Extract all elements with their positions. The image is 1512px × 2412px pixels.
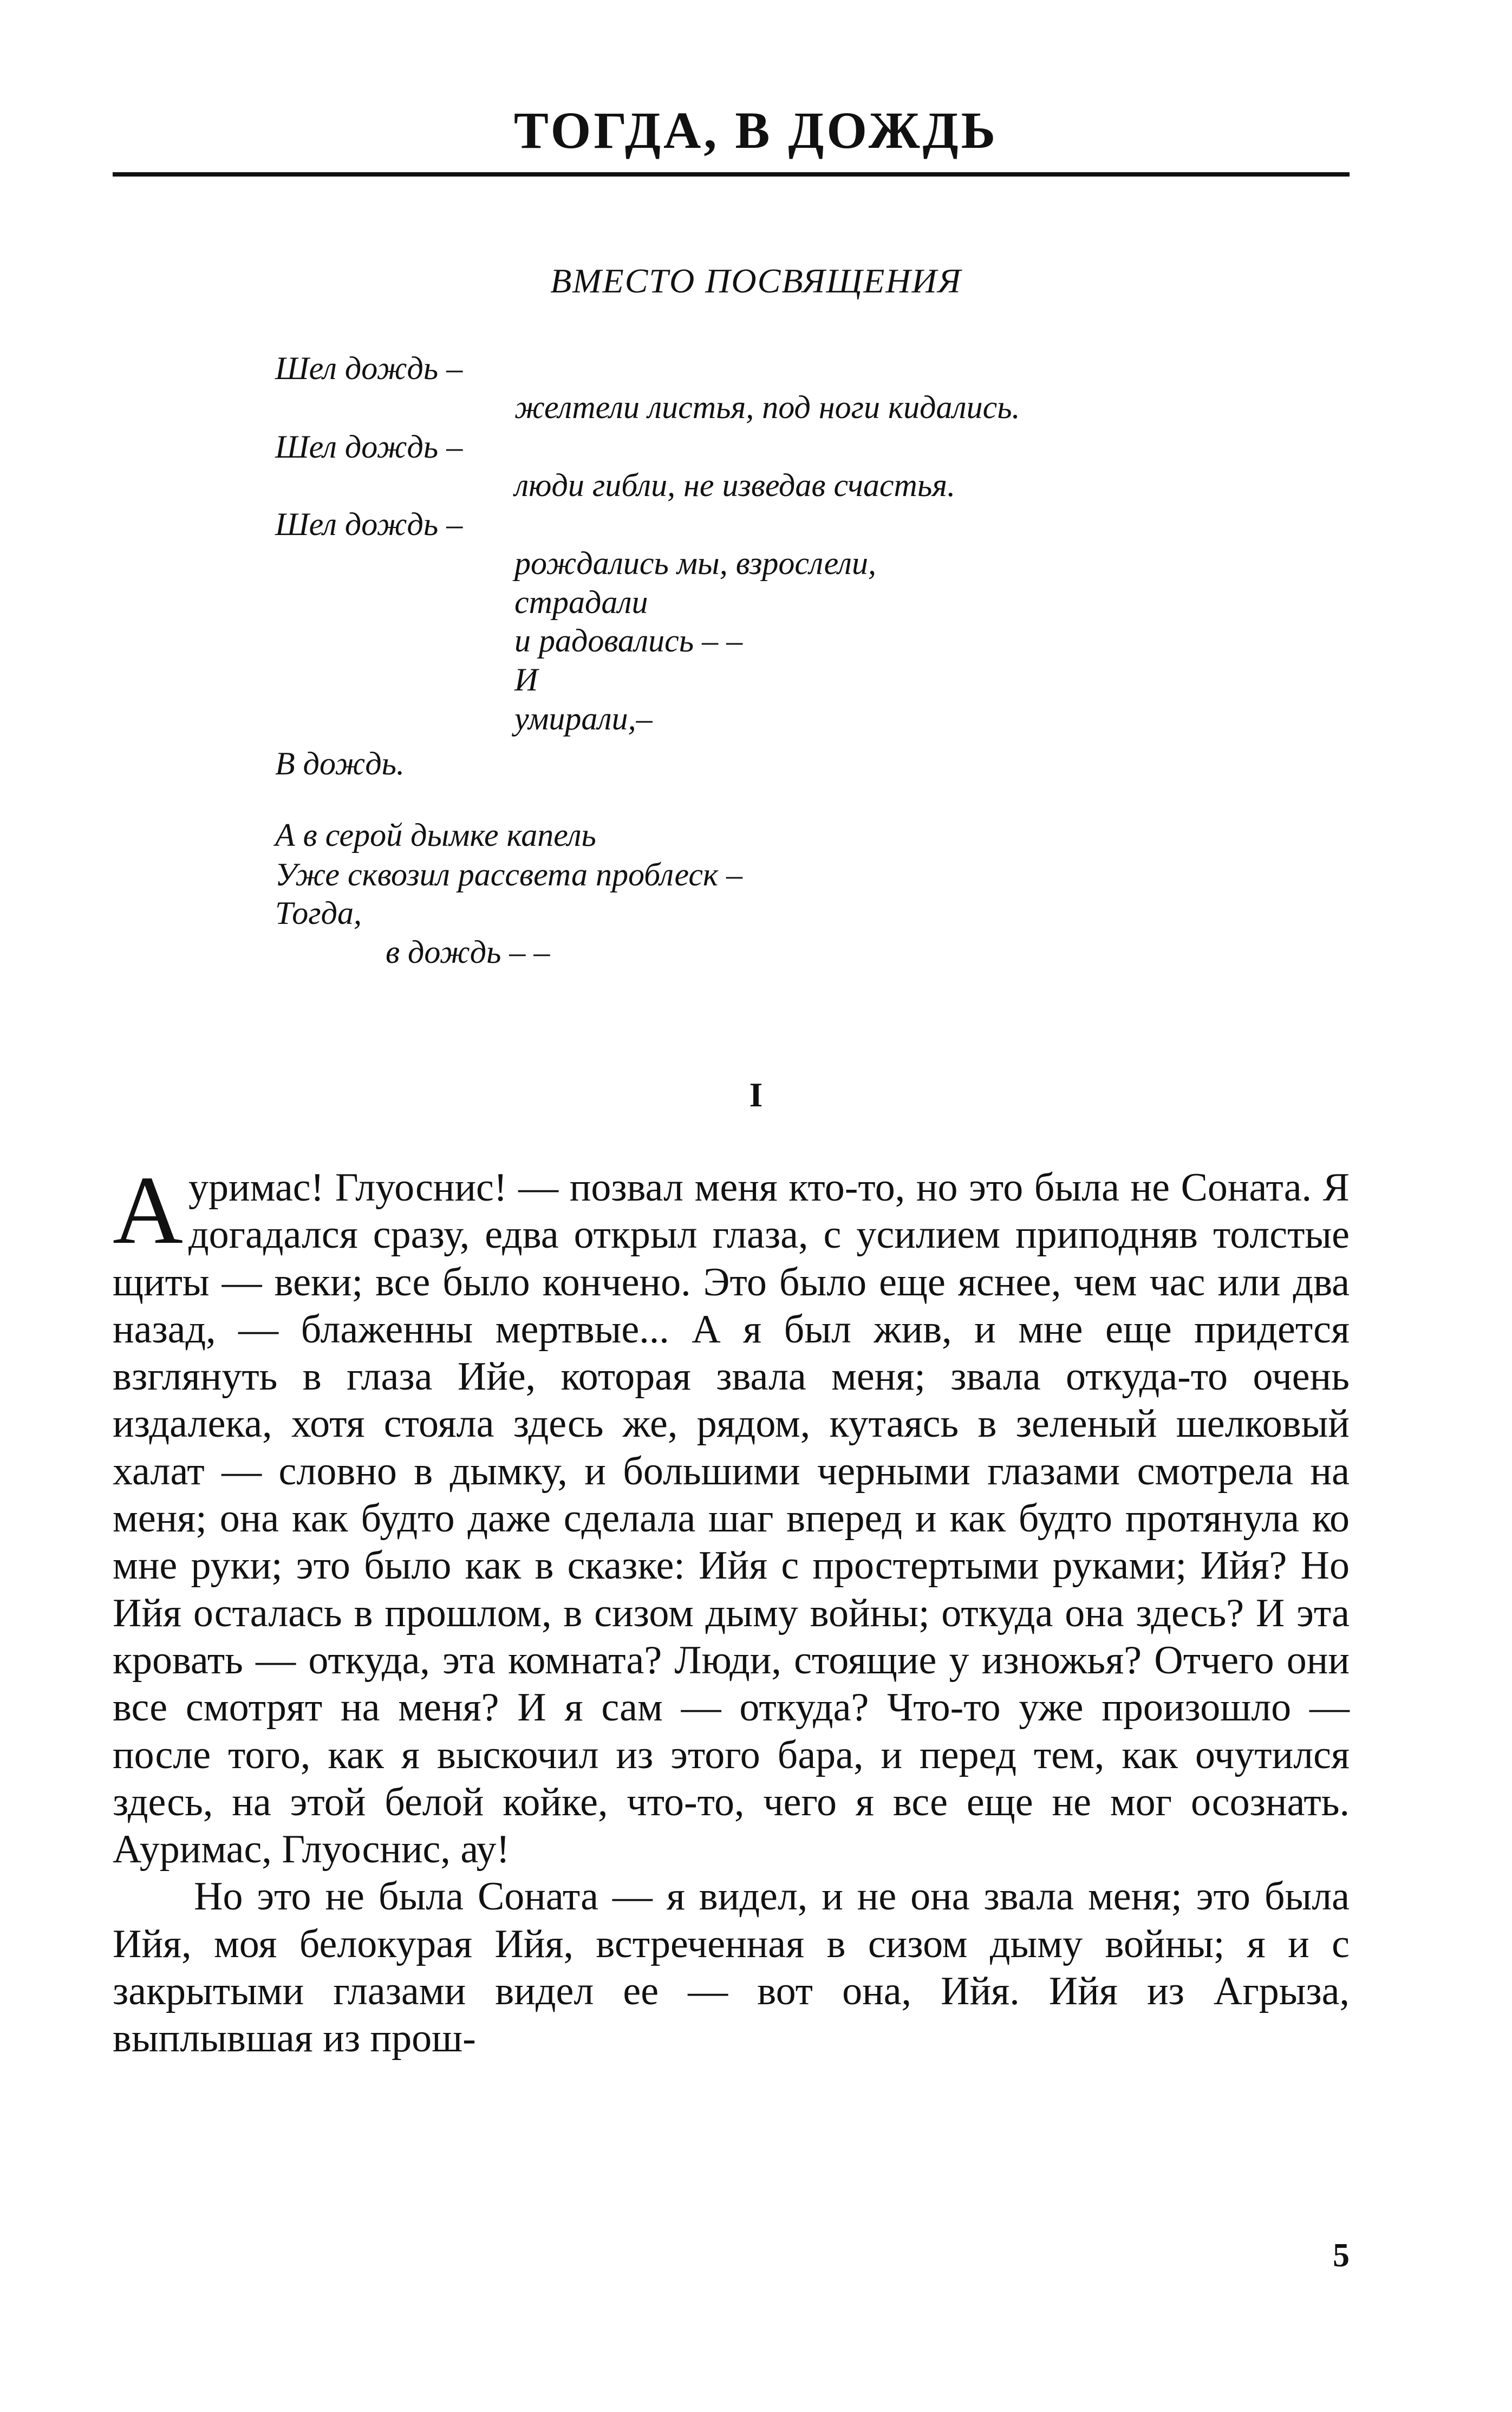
poem-line: Тогда,: [275, 895, 362, 931]
poem-line: В дождь.: [275, 746, 405, 781]
poem-line: умирали,–: [514, 701, 653, 736]
poem-line: Шел дождь –: [275, 429, 463, 465]
poem-line: и радовались – –: [514, 623, 743, 659]
poem-line: Шел дождь –: [275, 350, 463, 386]
dedication-heading: ВМЕСТО ПОСВЯЩЕНИЯ: [550, 262, 962, 300]
poem-line: страдали: [514, 584, 648, 620]
paragraph-text: уримас! Глуоснис! — позвал меня кто-то, но это была не Соната. Я догадался сразу, едва открыл глаза, с усилием приподняв толстые щиты — веки; все было кончено. Это было еще яснее, чем час или два назад, — блаженны мертвые... А я был жив, и мне еще придется взглянуть в глаза Ийе, которая звала меня; звала откуда-то очень издалека, хотя стояла здесь же, рядом, кутаясь в зеленый шелковый халат — словно в дымку, и большими черными глазами смотрела на меня; она как будто даже сделала шаг вперед и как будто протянула ко мне руки; это было как в сказке: Ийя с простертыми руками; Ийя? Но Ийя осталась в прошлом, в сизом дыму войны; откуда она здесь? И эта кровать — откуда, эта комната? Люди, стоящие у изножья? Отчего они все смотрят на меня? И я сам — откуда? Что-то уже произошло — после того, как я выскочил из этого бара, и перед тем, как очутился здесь, на этой белой койке, что-то, чего я все еще не мог осознать. Ауримас, Глуоснис, ау!: [113, 1165, 1350, 1872]
page-number: 5: [1333, 2237, 1350, 2274]
chapter-number: I: [749, 1075, 763, 1114]
paragraph: [113, 1156, 1350, 1873]
drop-cap: А: [113, 1156, 183, 1264]
header-rule: [113, 172, 1350, 177]
poem-line: люди гибли, не изведав счастья.: [514, 467, 956, 503]
poem-line: А в серой дымке капель: [275, 817, 596, 853]
poem-line: И: [514, 662, 538, 697]
poem-line: желтели листья, под ноги кидались.: [514, 389, 1020, 425]
poem-line: рождались мы, взрослели,: [514, 545, 876, 581]
paragraph: Но это не была Соната — я видел, и не она звала меня; это была Ийя, моя белокурая Ийя, встреченная в сизом дыму войны; я и с закрытыми глазами видел ее — вот она, Ийя. Ийя из Агрыза, выплывшая из прош-: [113, 1874, 1350, 2061]
page-title: ТОГДА, В ДОЖДЬ: [513, 101, 999, 159]
poem-line: Шел дождь –: [275, 506, 463, 542]
poem-line: Уже сквозил рассвета проблеск –: [275, 857, 743, 892]
poem-line: в дождь – –: [386, 934, 550, 970]
body-text: [113, 1156, 1350, 2063]
